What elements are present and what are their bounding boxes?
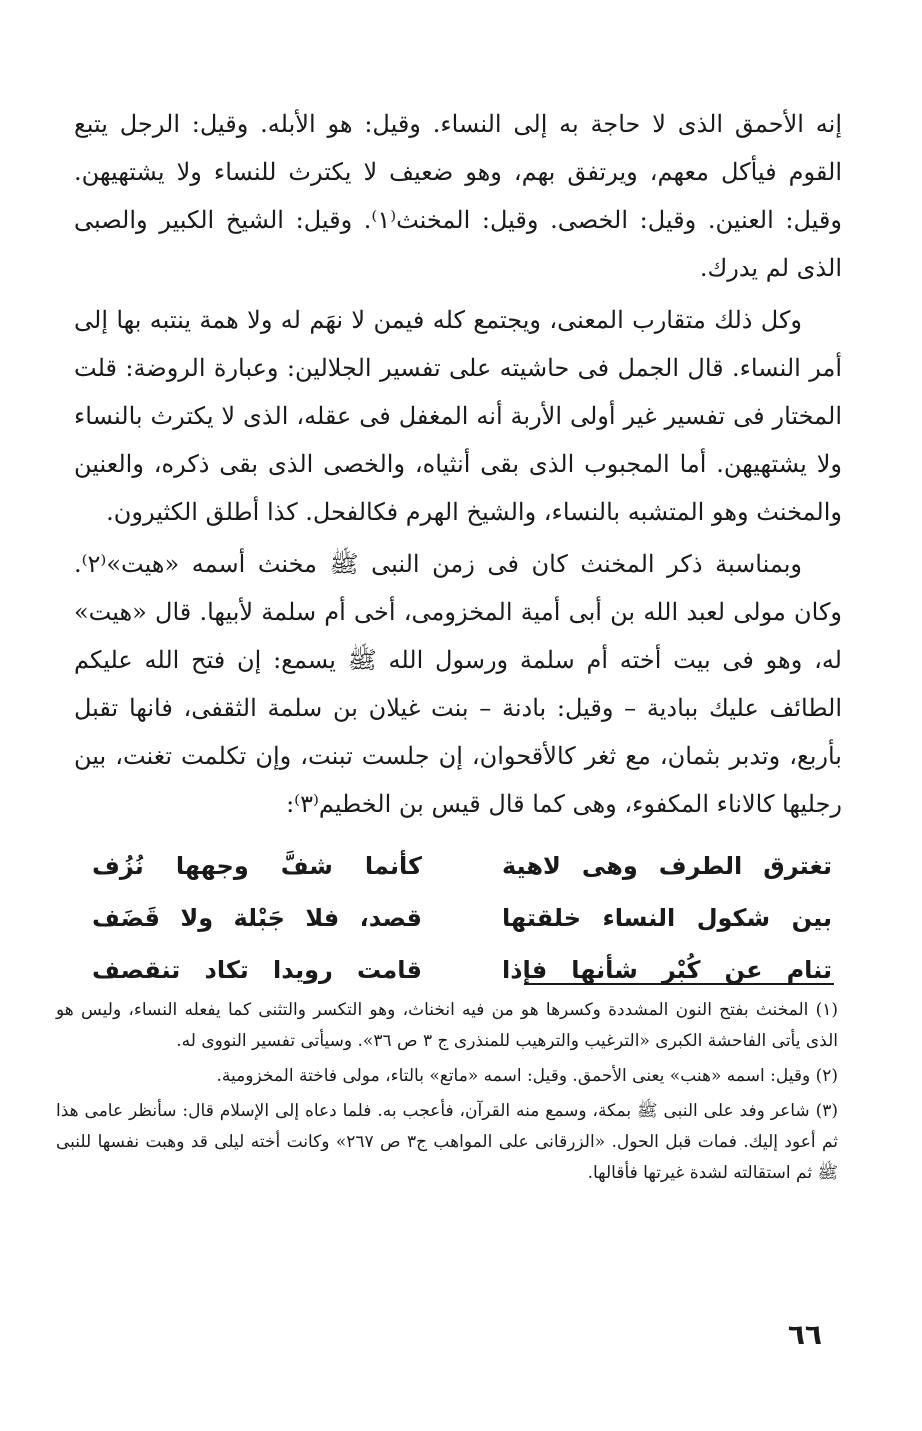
verse-line (92, 840, 832, 892)
footnote-2: (٢) وقيل: اسمه «هنب» يعنى الأحمق. وقيل: اسمه «ماتع» بالتاء، مولى فاختة المخزومية. (216, 1066, 838, 1086)
footnotes (56, 995, 838, 1189)
verse-second-hemistich: كأنما شفَّ وجهها نُزُف (92, 852, 422, 880)
paragraph-story: وبمناسبة ذكر المخنث كان فى زمن النبى ﷺ مخنث أسمه «هيت»⁽٢⁾. وكان مولى لعبد الله بن أبى أمية المخزومى، أخى أم سلمة لأبيها. قال «هيت» له، وهو فى بيت أخته أم سلمة ورسول الله ﷺ يسمع: إن فتح الله عليكم الطائف عليك ببادية – وقيل: بادنة – بنت غيلان بن سلمة الثقفى، فانها تقبل بأربع، وتدبر بثمان، مع ثغر كالأقحوان، إن جلست تبنت، وإن تكلمت تغنت، بين رجليها كالاناء المكفوء، وهى كما قال قيس بن الخطيم⁽٣⁾: (74, 550, 842, 818)
poem-verses (92, 840, 832, 996)
paragraph-definitions: إنه الأحمق الذى لا حاجة به إلى النساء. وقيل: هو الأبله. وقيل: الرجل يتبع القوم فيأكل معهم، ويرتفق بهم، وهو ضعيف لا يكترث للنساء ولا يشتهيهن. وقيل: العنين. وقيل: الخصى. وقيل: المخنث⁽١⁾. وقيل: الشيخ الكبير والصبى الذى لم يدرك. (74, 110, 842, 282)
verse-first-hemistich: تنام عن كُبْر شأنها فإذا (502, 956, 832, 984)
paragraph-commentary: وكل ذلك متقارب المعنى، ويجتمع كله فيمن لا نهَم له ولا همة ينتبه بها إلى أمر النساء. قال الجمل فى حاشيته على تفسير الجلالين: وعبارة الروضة: قلت المختار فى تفسير غير أولى الأربة أنه المغفل فى عقله، الذى لا يكترث بالنساء ولا يشتهيهن. أما المجبوب الذى بقى أنثياه، والخصى الذى بقى ذكره، والعنين والمخنث وهو المتشبه بالنساء، والشيخ الهرم فكالفحل. كذا أطلق الكثيرون. (74, 306, 842, 526)
footnote-separator (524, 983, 834, 985)
verse-second-hemistich: قصد، فلا جَبْلة ولا قَضَف (92, 904, 422, 932)
verse-line (92, 892, 832, 944)
verse-first-hemistich: بين شكول النساء خلقتها (502, 904, 832, 932)
page-number: ٦٦ (787, 1318, 822, 1351)
verse-second-hemistich: قامت رويدا تكاد تنقصف (92, 956, 422, 984)
footnote-1: (١) المخنث بفتح النون المشددة وكسرها هو من فيه انخناث، وهو التكسر والتثنى كما يفعله النساء، وليس هو الذى يأتى الفاحشة الكبرى «الترغيب والترهيب للمنذرى ج ٣ ص ٣٦». وسيأتى تفسير النووى له. (56, 1000, 838, 1051)
footnote-3: (٣) شاعر وفد على النبى ﷺ بمكة، وسمع منه القرآن، فأعجب به. فلما دعاه إلى الإسلام قال: سأنظر عامى هذا ثم أعود إليك. فمات قبل الحول. «الزرقانى على المواهب ج٣ ص ٢٦٧» وكانت أخته ليلى قد وهبت نفسها للنبى ﷺ ثم استقالته لشدة غيرتها فأقالها. (56, 1101, 838, 1183)
verse-first-hemistich: تغترق الطرف وهى لاهية (502, 852, 832, 880)
main-text (74, 100, 842, 996)
verse-line (92, 944, 832, 996)
